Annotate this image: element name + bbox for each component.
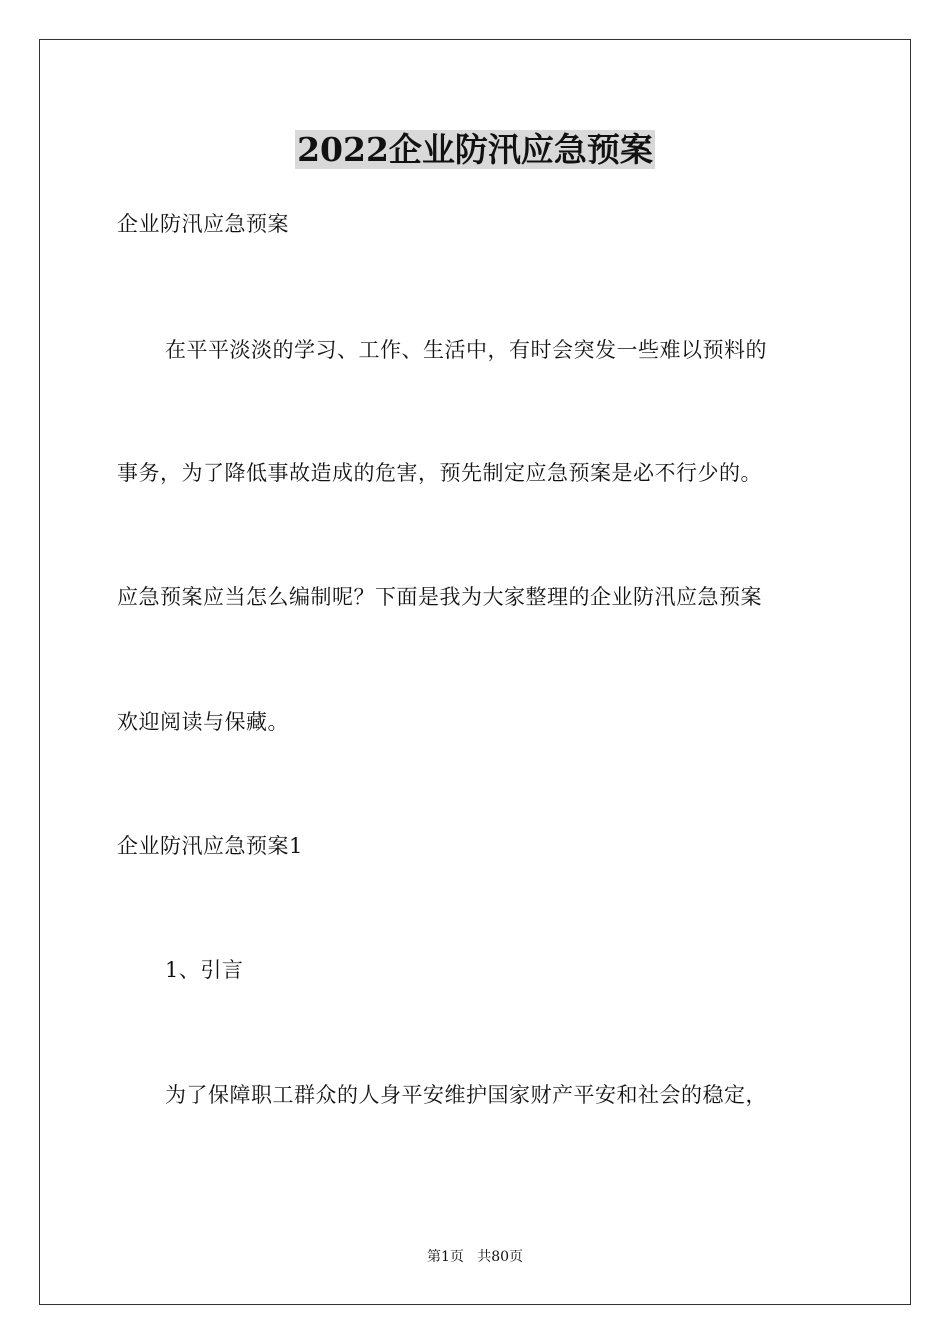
paragraph-line: 在平平淡淡的学习、工作、生活中，有时会突发一些难以预料的: [165, 338, 767, 362]
subsection-heading: 1、引言: [165, 958, 244, 982]
page-footer: 第1页 共80页: [426, 1249, 524, 1265]
paragraph-line: 欢迎阅读与保藏。: [117, 710, 289, 734]
document-title: [0, 130, 950, 170]
section-heading: 企业防汛应急预案1: [117, 834, 303, 858]
document-title-text: 2022企业防汛应急预案: [297, 130, 653, 169]
subtitle-line: 企业防汛应急预案: [117, 212, 289, 236]
paragraph-line: 应急预案应当怎么编制呢？下面是我为大家整理的企业防汛应急预案: [117, 585, 762, 609]
paragraph-line: 为了保障职工群众的人身平安维护国家财产平安和社会的稳定，: [165, 1083, 767, 1107]
paragraph-line: 事务，为了降低事故造成的危害，预先制定应急预案是必不行少的。: [117, 461, 762, 485]
